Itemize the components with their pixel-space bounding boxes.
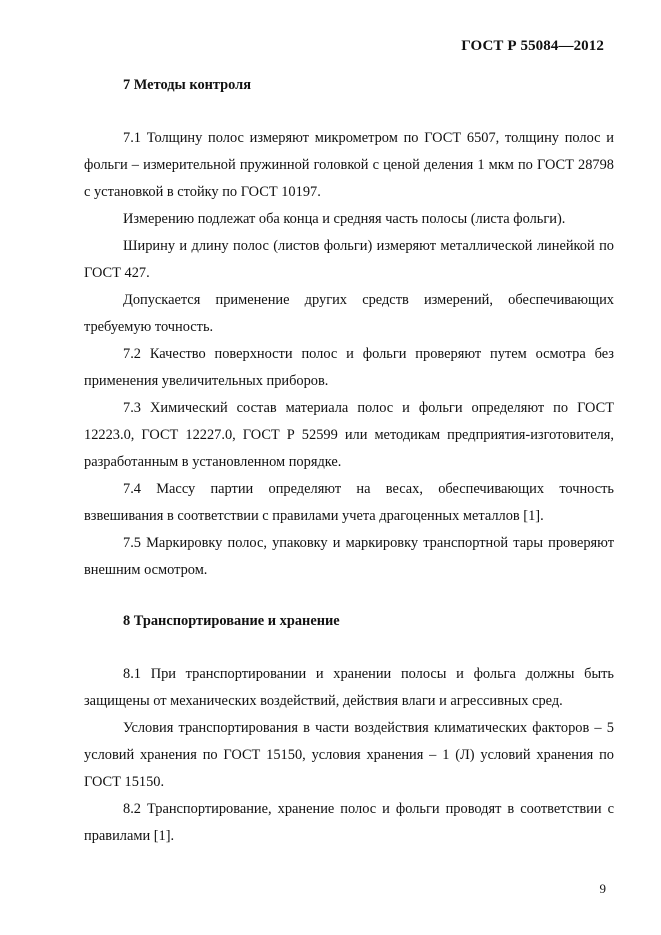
section-body-transport <box>84 661 614 850</box>
paragraph: 7.1 Толщину полос измеряют микрометром по ГОСТ 6507, толщину полос и фольги – измерительной пружинной головкой с ценой деления 1 мкм по ГОСТ 28798 с установкой в стойку по ГОСТ 10197. <box>84 130 614 200</box>
paragraph: Измерению подлежат оба конца и средняя часть полосы (листа фольги). <box>123 211 566 227</box>
paragraph: 7.4 Массу партии определяют на весах, обеспечивающих точность взвешивания в соответствии с правилами учета драгоценных металлов [1]. <box>84 481 614 524</box>
paragraph: Ширину и длину полос (листов фольги) измеряют металлической линейкой по ГОСТ 427. <box>84 238 614 281</box>
paragraph: 8.2 Транспортирование, хранение полос и фольги проводят в соответствии с правилами [1]. <box>84 801 614 844</box>
page-number: 9 <box>599 881 606 896</box>
document-code: ГОСТ Р 55084—2012 <box>461 38 604 54</box>
paragraph: Допускается применение других средств измерений, обеспечивающих требуемую точность. <box>84 292 614 335</box>
paragraph: 8.1 При транспортировании и хранении полосы и фольга должны быть защищены от механических воздействий, действия влаги и агрессивных сред. <box>84 666 614 709</box>
section-heading-transport: 8 Транспортирование и хранение <box>123 613 340 629</box>
paragraph: 7.3 Химический состав материала полос и фольги определяют по ГОСТ 12223.0, ГОСТ 12227.0, ГОСТ Р 52599 или методикам предприятия-изготовителя, разработанным в установленном порядке. <box>84 400 614 470</box>
section-heading-methods: 7 Методы контроля <box>123 77 252 93</box>
paragraph: 7.2 Качество поверхности полос и фольги проверяют путем осмотра без применения увеличительных приборов. <box>84 346 614 389</box>
paragraph: Условия транспортирования в части воздействия климатических факторов – 5 условий хранения по ГОСТ 15150, условия хранения – 1 (Л) условий хранения по ГОСТ 15150. <box>84 720 614 790</box>
paragraph: 7.5 Маркировку полос, упаковку и маркировку транспортной тары проверяют внешним осмотром. <box>84 535 614 578</box>
section-body-methods <box>84 125 614 584</box>
